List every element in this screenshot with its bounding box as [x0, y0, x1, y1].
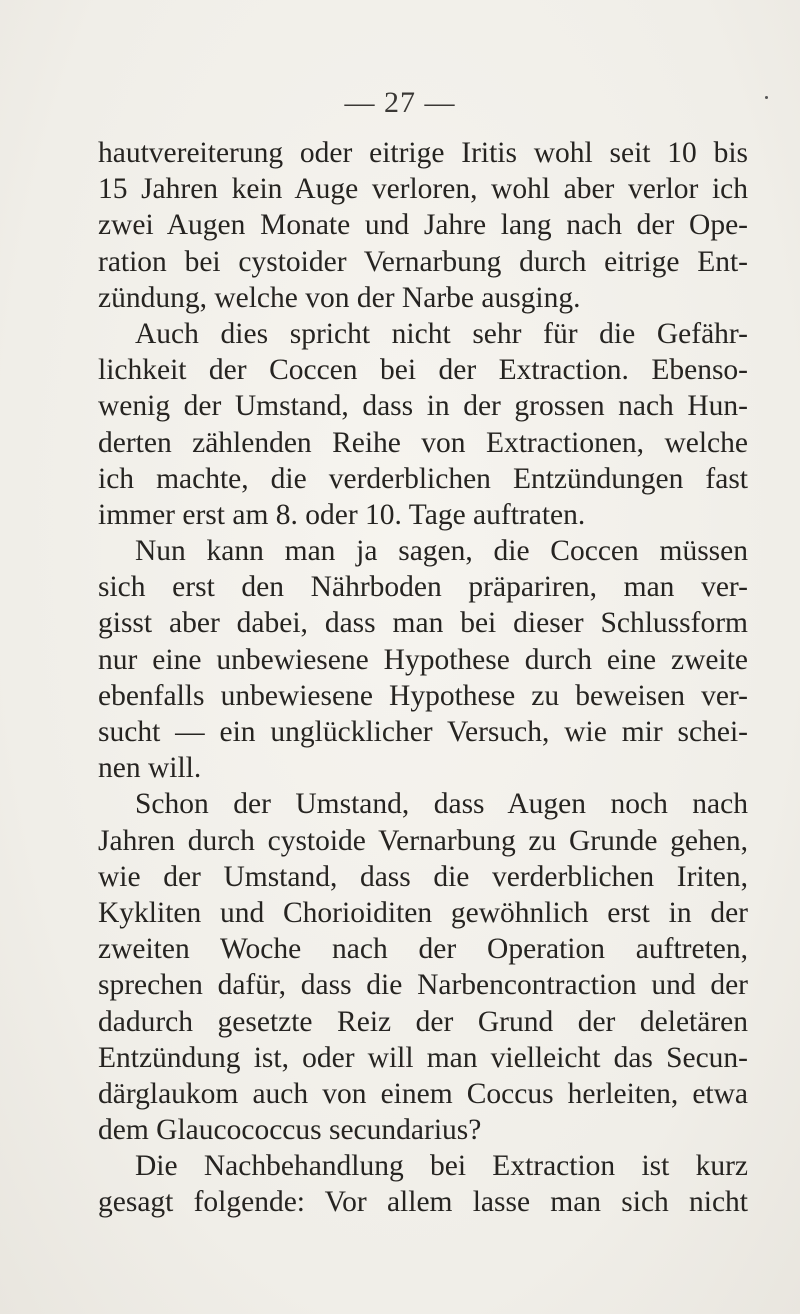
page-number: — 27 — — [344, 86, 456, 119]
text-line: sich erst den Nährboden präpariren, man ver- — [98, 571, 748, 604]
text-line: Die Nachbehandlung bei Extraction ist kurz — [135, 1150, 748, 1183]
body-text — [98, 135, 748, 1221]
text-line: ration bei cystoider Vernarbung durch eitrige Ent- — [98, 245, 748, 278]
text-line: Entzündung ist, oder will man vielleicht das Secun- — [98, 1041, 748, 1074]
text-line: ebenfalls unbewiesene Hypothese zu beweisen ver- — [98, 679, 748, 712]
text-line: därglaukom auch von einem Coccus herleiten, etwa — [98, 1077, 748, 1110]
text-line: hautvereiterung oder eitrige Iritis wohl seit 10 bis — [98, 137, 748, 169]
text-line: zweiten Woche nach der Operation auftreten, — [98, 933, 748, 966]
paper-speck — [765, 96, 768, 99]
text-line: wie der Umstand, dass die verderblichen Iriten, — [98, 860, 748, 893]
text-line: ich machte, die verderblichen Entzündungen fast — [98, 462, 748, 495]
text-line: wenig der Umstand, dass in der grossen nach Hun- — [98, 390, 748, 423]
text-line: gisst aber dabei, dass man bei dieser Schlussform — [98, 607, 748, 640]
text-line: sucht — ein unglücklicher Versuch, wie mir schei- — [98, 716, 748, 748]
text-line: dadurch gesetzte Reiz der Grund der deletären — [98, 1005, 748, 1038]
text-line: derten zählenden Reihe von Extractionen, welche — [98, 426, 748, 459]
text-line: sprechen dafür, dass die Narbencontraction und der — [98, 969, 748, 1002]
text-line: gesagt folgende: Vor allem lasse man sich nicht — [98, 1186, 748, 1219]
text-line: lichkeit der Coccen bei der Extraction. Ebenso- — [98, 354, 748, 387]
text-line: Auch dies spricht nicht sehr für die Gefähr- — [135, 317, 748, 350]
text-line: 15 Jahren kein Auge verloren, wohl aber verlor ich — [98, 173, 748, 206]
text-line: Nun kann man ja sagen, die Coccen müssen — [135, 535, 748, 568]
text-line: zündung, welche von der Narbe ausging. — [98, 281, 581, 314]
text-line: nen will. — [98, 752, 202, 785]
text-line: immer erst am 8. oder 10. Tage auftraten. — [98, 498, 586, 531]
text-line: dem Glaucococcus secundarius? — [98, 1114, 482, 1147]
text-line: Kykliten und Chorioiditen gewöhnlich erst in der — [98, 896, 748, 929]
text-line: Jahren durch cystoide Vernarbung zu Grunde gehen, — [98, 824, 748, 857]
text-line: Schon der Umstand, dass Augen noch nach — [135, 788, 748, 821]
text-line: zwei Augen Monate und Jahre lang nach der Ope- — [98, 209, 748, 242]
text-line: nur eine unbewiesene Hypothese durch eine zweite — [98, 643, 748, 676]
